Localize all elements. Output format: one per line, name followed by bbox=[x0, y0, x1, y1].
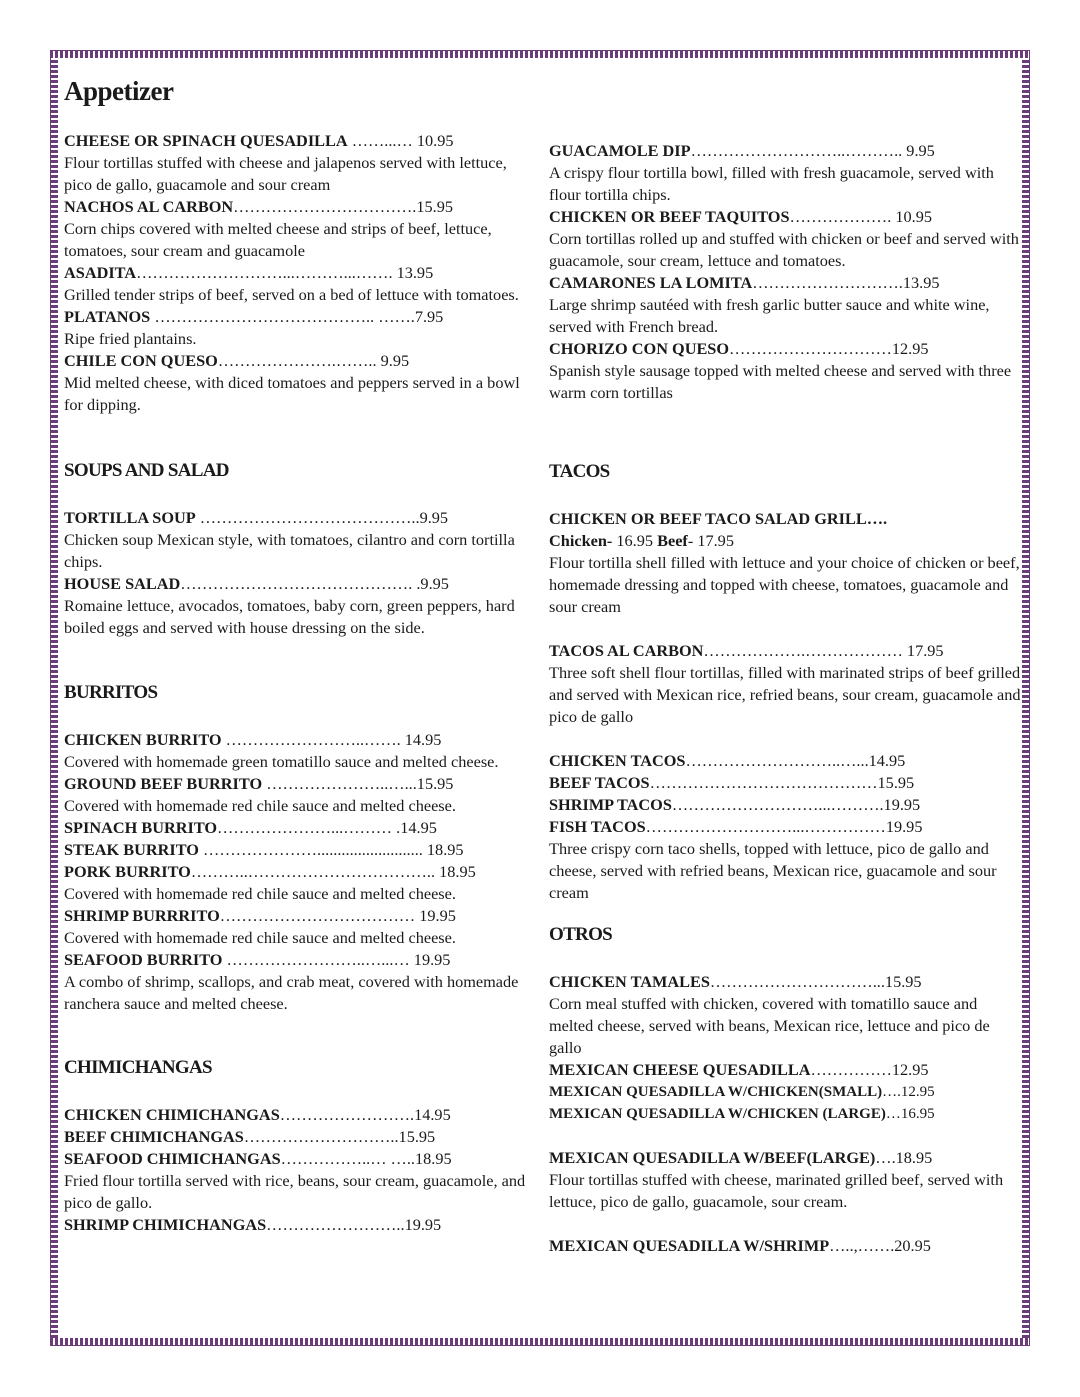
menu-text: Beef bbox=[657, 531, 688, 550]
section-heading: SOUPS AND SALAD bbox=[64, 460, 229, 481]
page-title: Appetizer bbox=[64, 76, 174, 106]
section-heading: TACOS bbox=[549, 461, 610, 482]
menu-text: SPINACH BURRITO bbox=[64, 818, 218, 837]
item-description: Corn tortillas rolled up and stuffed with chicken or beef and served with guacamole, sour cream, lettuce and tomatoes. bbox=[549, 229, 1019, 270]
menu-text: 14.95 bbox=[404, 730, 442, 749]
menu-text: MEXICAN QUESADILLA W/BEEF(LARGE) bbox=[549, 1148, 876, 1167]
menu-text: ………………………………….. bbox=[195, 508, 420, 527]
menu-item bbox=[549, 750, 1024, 772]
menu-text: 13.95 bbox=[396, 263, 434, 282]
menu-item bbox=[64, 573, 534, 595]
menu-text: TORTILLA SOUP bbox=[64, 508, 196, 527]
menu-item bbox=[64, 1104, 534, 1126]
menu-item bbox=[549, 772, 1024, 794]
item-description: Ripe fried plantains. bbox=[64, 329, 197, 348]
menu-text: CHICKEN BURRITO bbox=[64, 730, 222, 749]
menu-item bbox=[64, 839, 534, 861]
menu-text: ………………………...………...……. bbox=[136, 263, 397, 282]
tacos-section bbox=[549, 461, 1024, 904]
menu-item bbox=[64, 817, 534, 839]
item-description: Covered with homemade red chile sauce and melted cheese. bbox=[64, 884, 456, 903]
menu-text: 15.95 bbox=[398, 1127, 436, 1146]
menu-text: CHEESE OR SPINACH QUESADILLA bbox=[64, 131, 348, 150]
item-description: A combo of shrimp, scallops, and crab meat, covered with homemade ranchera sauce and melted cheese. bbox=[64, 972, 519, 1013]
menu-text: 14.95 bbox=[414, 1105, 451, 1124]
item-description: Covered with homemade red chile sauce and melted cheese. bbox=[64, 928, 456, 947]
section-heading: OTROS bbox=[549, 924, 613, 945]
menu-text: PLATANOS bbox=[64, 307, 151, 326]
appetizer-right-list bbox=[549, 140, 1024, 404]
menu-item bbox=[549, 640, 1024, 662]
menu-item bbox=[64, 262, 534, 284]
menu-item bbox=[549, 140, 1024, 162]
menu-text: 19.95 bbox=[404, 1215, 442, 1234]
menu-item bbox=[64, 1214, 534, 1236]
menu-text: ……………………..……. bbox=[221, 730, 405, 749]
item-description: Three crispy corn taco shells, topped with lettuce, pico de gallo and cheese, served with refried beans, Mexican rice, guacamole and sour cream bbox=[549, 839, 997, 902]
item-description: Corn chips covered with melted cheese and strips of beef, lettuce, tomatoes, sour cream and guacamole bbox=[64, 219, 492, 260]
item-description: Flour tortillas stuffed with cheese and jalapenos served with lettuce, pico de gallo, guacamole and sour cream bbox=[64, 153, 507, 194]
chimichangas-section bbox=[64, 1057, 534, 1236]
otros-section bbox=[549, 924, 1024, 1257]
menu-item bbox=[64, 350, 534, 372]
menu-text: CHICKEN OR BEEF TAQUITOS bbox=[549, 207, 790, 226]
menu-item bbox=[64, 1126, 534, 1148]
menu-item bbox=[549, 1235, 1024, 1257]
menu-item bbox=[64, 507, 534, 529]
menu-text: 10.95 bbox=[416, 131, 454, 150]
menu-text: 7.95 bbox=[414, 307, 444, 326]
menu-text: …………………….. bbox=[266, 1215, 405, 1234]
menu-item bbox=[549, 206, 1024, 228]
menu-text: 14.95 bbox=[400, 818, 437, 837]
item-description: Mid melted cheese, with diced tomatoes and peppers served in a bowl for dipping. bbox=[64, 373, 520, 414]
menu-item bbox=[549, 508, 1024, 530]
menu-text: TACOS AL CARBON bbox=[549, 641, 704, 660]
menu-item bbox=[64, 861, 534, 883]
menu-text: 19.95 bbox=[419, 906, 456, 925]
menu-text: 9.95 bbox=[380, 351, 410, 370]
item-description: Grilled tender strips of beef, served on a bed of lettuce with tomatoes. bbox=[64, 285, 519, 304]
menu-text: 19.95 bbox=[413, 950, 451, 969]
item-description: Three soft shell flour tortillas, filled with marinated strips of beef grilled and served with Mexican rice, refried beans, sour cream, guacamole and pico de gallo bbox=[549, 663, 1021, 726]
menu-text: … bbox=[885, 1106, 901, 1122]
menu-item bbox=[64, 949, 534, 971]
menu-text: 16.95 bbox=[900, 1106, 935, 1122]
menu-text: …..,……. bbox=[829, 1236, 895, 1255]
menu-text: ……………………..…...… bbox=[222, 950, 414, 969]
menu-text: STEAK BURRITO bbox=[64, 840, 199, 859]
menu-text: ………………………...………. bbox=[671, 795, 884, 814]
item-description: Fried flour tortilla served with rice, beans, sour cream, guacamole, and pico de gallo. bbox=[64, 1171, 526, 1212]
menu-text: BEEF TACOS bbox=[549, 773, 650, 792]
menu-text: SEAFOOD BURRITO bbox=[64, 950, 223, 969]
menu-text: ………………………. bbox=[752, 273, 903, 292]
menu-text: SHRIMP BURRRITO bbox=[64, 906, 220, 925]
menu-item bbox=[549, 816, 1024, 838]
section-heading: BURRITOS bbox=[64, 682, 158, 703]
section-heading: CHIMICHANGAS bbox=[64, 1057, 212, 1078]
menu-text: PORK BURRITO bbox=[64, 862, 191, 881]
menu-text: 19.95 bbox=[883, 795, 921, 814]
menu-item bbox=[549, 338, 1024, 360]
menu-text: ASADITA bbox=[64, 263, 137, 282]
menu-text: …………………...……… . bbox=[217, 818, 401, 837]
menu-text: ……………..… ….. bbox=[280, 1149, 415, 1168]
menu-text: ………..…………………………….. bbox=[190, 862, 440, 881]
menu-text: ………………….…….. bbox=[217, 351, 381, 370]
menu-text: BEEF CHIMICHANGAS bbox=[64, 1127, 244, 1146]
menu-text: MEXICAN QUESADILLA W/SHRIMP bbox=[549, 1236, 830, 1255]
appetizer-left-list bbox=[64, 130, 534, 416]
menu-text: SHRIMP CHIMICHANGAS bbox=[64, 1215, 267, 1234]
menu-text: 12.95 bbox=[891, 339, 929, 358]
menu-item bbox=[549, 272, 1024, 294]
menu-text: ………………………...…………… bbox=[645, 817, 886, 836]
item-description: Covered with homemade red chile sauce and melted cheese. bbox=[64, 796, 456, 815]
menu-text: …………………………... bbox=[709, 972, 885, 991]
menu-text: …………………..…... bbox=[262, 774, 417, 793]
menu-text: 10.95 bbox=[895, 207, 932, 226]
menu-text: ……………………. bbox=[279, 1105, 415, 1124]
menu-text: CHILE CON QUESO bbox=[64, 351, 218, 370]
menu-text: MEXICAN QUESADILLA W/CHICKEN (LARGE) bbox=[549, 1106, 886, 1122]
menu-text: 13.95 bbox=[902, 273, 940, 292]
menu-text: 14.95 bbox=[868, 751, 906, 770]
menu-text: SEAFOOD CHIMICHANGAS bbox=[64, 1149, 281, 1168]
menu-item bbox=[64, 306, 534, 328]
menu-text: 18.95 bbox=[414, 1149, 452, 1168]
menu-text: 20.95 bbox=[894, 1236, 931, 1255]
menu-text: 9.95 bbox=[420, 574, 449, 593]
menu-item bbox=[64, 130, 534, 152]
item-description: Covered with homemade green tomatillo sauce and melted cheese. bbox=[64, 752, 499, 771]
menu-item bbox=[549, 971, 1024, 993]
menu-item bbox=[64, 196, 534, 218]
menu-text: ………………………… bbox=[729, 339, 892, 358]
menu-text: …. bbox=[875, 1148, 896, 1167]
menu-text: ………………. bbox=[789, 207, 896, 226]
menu-text: 15.95 bbox=[416, 774, 454, 793]
menu-text: Chicken- bbox=[549, 531, 613, 550]
menu-text: 9.95 bbox=[906, 141, 935, 160]
item-description: Spanish style sausage topped with melted cheese and served with three warm corn tortillas bbox=[549, 361, 1012, 402]
item-description: Flour tortilla shell filled with lettuce and your choice of chicken or beef, homemade dressing and topped with cheese, tomatoes, guacamole and sour cream bbox=[549, 553, 1020, 616]
menu-item bbox=[549, 1081, 1024, 1103]
menu-text: ……………….……………… bbox=[703, 641, 907, 660]
menu-text: SHRIMP TACOS bbox=[549, 795, 672, 814]
menu-text: ………………………..…... bbox=[685, 751, 869, 770]
item-description: Chicken soup Mexican style, with tomatoes, cilantro and corn tortilla chips. bbox=[64, 530, 515, 571]
menu-text: 18.95 bbox=[895, 1148, 933, 1167]
menu-text: 17.95 bbox=[906, 641, 944, 660]
menu-text: CHICKEN OR BEEF TACO SALAD GRILL…. bbox=[549, 509, 888, 528]
menu-text: ……………………………… bbox=[219, 906, 420, 925]
menu-text: - 17.95 bbox=[687, 531, 734, 550]
menu-item bbox=[549, 794, 1024, 816]
menu-text: 9.95 bbox=[419, 508, 449, 527]
menu-text: 18.95 bbox=[439, 862, 476, 881]
menu-text: CAMARONES LA LOMITA bbox=[549, 273, 753, 292]
menu-text: ………………………..……….. bbox=[690, 141, 907, 160]
menu-item bbox=[549, 1147, 1024, 1169]
menu-text: ………………….......................... bbox=[198, 840, 427, 859]
menu-item bbox=[64, 1148, 534, 1170]
item-description: A crispy flour tortilla bowl, filled with fresh guacamole, served with flour tortilla chips. bbox=[549, 163, 994, 204]
menu-text: ……...… bbox=[347, 131, 417, 150]
menu-text: 12.95 bbox=[900, 1084, 935, 1100]
menu-text: 19.95 bbox=[885, 817, 923, 836]
menu-text: ……………………………………. . bbox=[180, 574, 421, 593]
menu-item bbox=[64, 905, 534, 927]
item-description: Romaine lettuce, avocados, tomatoes, baby corn, green peppers, hard boiled eggs and served with house dressing on the side. bbox=[64, 596, 515, 637]
menu-text: CHICKEN CHIMICHANGAS bbox=[64, 1105, 280, 1124]
menu-text: 18.95 bbox=[426, 840, 464, 859]
menu-text: CHICKEN TAMALES bbox=[549, 972, 710, 991]
menu-text: MEXICAN QUESADILLA W/CHICKEN(SMALL) bbox=[549, 1084, 883, 1100]
menu-text: GUACAMOLE DIP bbox=[549, 141, 691, 160]
menu-item bbox=[64, 773, 534, 795]
item-description: Large shrimp sautéed with fresh garlic butter sauce and white wine, served with French bread. bbox=[549, 295, 990, 336]
menu-text: ……………………………. bbox=[233, 197, 417, 216]
item-description: Flour tortillas stuffed with cheese, marinated grilled beef, served with lettuce, pico de gallo, guacamole, sour cream. bbox=[549, 1170, 1004, 1211]
menu-text: …………………………………… bbox=[649, 773, 878, 792]
menu-text: 15.95 bbox=[884, 972, 922, 991]
menu-text: …………… bbox=[810, 1060, 892, 1079]
menu-item bbox=[549, 1103, 1024, 1125]
burritos-section bbox=[64, 682, 534, 1015]
menu-text: MEXICAN CHEESE QUESADILLA bbox=[549, 1060, 811, 1079]
menu-text: CHICKEN TACOS bbox=[549, 751, 686, 770]
menu-text: FISH TACOS bbox=[549, 817, 646, 836]
menu-text: 15.95 bbox=[877, 773, 915, 792]
menu-text: …. bbox=[882, 1084, 901, 1100]
item-description: Corn meal stuffed with chicken, covered with tomatillo sauce and melted cheese, served with beans, Mexican rice, lettuce and pico de gallo bbox=[549, 994, 990, 1057]
menu-item bbox=[64, 729, 534, 751]
menu-text: HOUSE SALAD bbox=[64, 574, 181, 593]
menu-text: CHORIZO CON QUESO bbox=[549, 339, 730, 358]
taco-salad-prices bbox=[549, 530, 1024, 552]
menu-text: ……………………….. bbox=[243, 1127, 399, 1146]
menu-text: 12.95 bbox=[891, 1060, 929, 1079]
menu-text: ………………………………….. ……. bbox=[150, 307, 415, 326]
menu-text: NACHOS AL CARBON bbox=[64, 197, 234, 216]
menu-text: GROUND BEEF BURRITO bbox=[64, 774, 263, 793]
menu-item bbox=[549, 1059, 1024, 1081]
menu-text: 15.95 bbox=[416, 197, 453, 216]
soups-section bbox=[64, 460, 534, 639]
menu-text: 16.95 bbox=[612, 531, 658, 550]
